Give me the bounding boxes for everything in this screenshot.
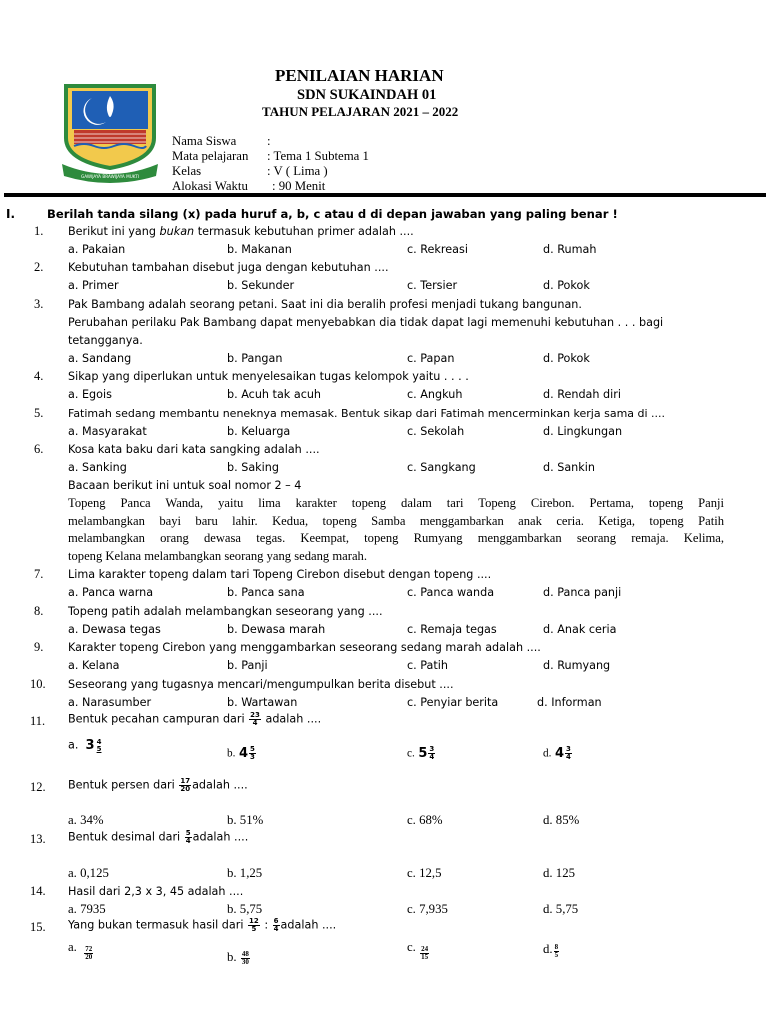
option-a[interactable]: a. Kelana <box>68 659 120 672</box>
question-number: 5. <box>34 406 44 420</box>
question-text: Yang bukan termasuk hasil dari $\frac{12}{5}$ : $\frac{6}{4}$ adalah .... <box>68 917 337 933</box>
option-a[interactable]: a. Primer <box>68 279 119 292</box>
option-b[interactable]: b. 5,75 <box>227 902 263 916</box>
option-d[interactable]: d. Lingkungan <box>543 425 623 438</box>
question-number: 4. <box>34 369 44 383</box>
question-number: 6. <box>34 442 44 456</box>
field-value-student-name: : <box>267 134 271 148</box>
option-c[interactable]: c. $\frac{24}{15}$ <box>407 940 429 961</box>
option-c[interactable]: c. Panca wanda <box>407 586 495 599</box>
question-number: 11. <box>30 714 46 728</box>
fraction: $\frac{23}{4}$ <box>250 711 260 727</box>
option-d[interactable]: d. Rendah diri <box>543 388 621 401</box>
field-value-subject: : Tema 1 Subtema 1 <box>267 149 369 163</box>
question-number: 8. <box>34 604 44 618</box>
option-b[interactable]: b. Dewasa marah <box>227 623 326 636</box>
option-a[interactable]: a. Egois <box>68 388 112 401</box>
field-label-subject: Mata pelajaran <box>172 149 249 163</box>
question-text: Sikap yang diperlukan untuk menyelesaikan tugas kelompok yaitu . . . . <box>68 370 469 383</box>
option-d[interactable]: d. Rumyang <box>543 659 611 672</box>
option-b[interactable]: b. Acuh tak acuh <box>227 388 322 401</box>
option-b[interactable]: b. Makanan <box>227 243 292 256</box>
question-text: Kebutuhan tambahan disebut juga dengan kebutuhan .... <box>68 261 389 274</box>
option-a[interactable]: a. Panca warna <box>68 586 154 599</box>
fraction: $\frac{6}{4}$ <box>273 917 279 933</box>
logo-motto: GAWIJAYA BRAWIJAYA MUKTI <box>80 174 140 179</box>
option-c[interactable]: c. 68% <box>407 813 443 827</box>
question-number: 1. <box>34 224 44 238</box>
option-a[interactable]: a. $\frac{72}{20}$ <box>68 940 93 961</box>
option-d[interactable]: d. Rumah <box>543 243 597 256</box>
page-title: PENILAIAN HARIAN <box>275 66 444 85</box>
section-number: I. <box>6 207 16 221</box>
field-value-time: : 90 Menit <box>272 179 326 193</box>
option-d[interactable]: d. 5,75 <box>543 902 579 916</box>
academic-year: TAHUN PELAJARAN 2021 – 2022 <box>262 104 459 119</box>
question-number: 7. <box>34 567 44 581</box>
question-number: 3. <box>34 297 44 311</box>
option-b[interactable]: b. Panji <box>227 659 268 672</box>
question-number: 14. <box>30 884 46 898</box>
question-text: Bentuk pecahan campuran dari $\frac{23}{4}$ adalah .... <box>68 711 322 727</box>
option-c[interactable]: c. Penyiar berita <box>407 696 499 709</box>
option-a[interactable]: a. 0,125 <box>68 866 109 880</box>
option-d[interactable]: d. Anak ceria <box>543 623 617 636</box>
section-instruction: Berilah tanda silang (x) pada huruf a, b, c atau d di depan jawaban yang paling benar ! <box>47 207 618 221</box>
question-number: 12. <box>30 780 46 794</box>
option-a[interactable]: a. Pakaian <box>68 243 126 256</box>
reading-line: Topeng Panca Wanda, yaitu lima karakter topeng dalam tari Topeng Cirebon. Pertama, topeng Panji <box>68 496 724 510</box>
question-text: Karakter topeng Cirebon yang menggambarkan seseorang sedang marah adalah .... <box>68 641 541 654</box>
header-divider <box>4 193 766 197</box>
question-text: Berikut ini yang bukan termasuk kebutuhan primer adalah .... <box>68 225 414 238</box>
school-logo <box>60 80 160 190</box>
question-text-line: tetangganya. <box>68 334 143 347</box>
question-number: 9. <box>34 640 44 654</box>
question-text: Seseorang yang tugasnya mencari/mengumpulkan berita disebut .... <box>68 678 454 691</box>
fraction: $\frac{5}{4}$ <box>185 829 191 845</box>
option-b[interactable]: b. Wartawan <box>227 696 298 709</box>
option-d[interactable]: d. Informan <box>537 696 602 709</box>
option-b[interactable]: b. Panca sana <box>227 586 305 599</box>
question-text-line: Perubahan perilaku Pak Bambang dapat menyebabkan dia tidak dapat lagi memenuhi kebutuhan . . . bagi <box>68 316 664 329</box>
reading-line: melambangkan orang dewasa tegas. Keempat, topeng Rumyang menggambarkan seorang remaja. Kelima, <box>68 531 724 545</box>
option-a[interactable]: a. Sandang <box>68 352 132 365</box>
reading-passage <box>68 495 724 565</box>
reading-line: melambangkan bayi baru lahir. Kedua, topeng Samba menggambarkan anak ceria. Ketiga, topeng Patih <box>68 513 724 528</box>
fraction: $\frac{17}{20}$ <box>180 777 191 793</box>
option-a[interactable]: a. Sanking <box>68 461 127 474</box>
option-b[interactable]: b. 4 $\frac{5}{3}$ <box>227 745 255 761</box>
question-text-line: Pak Bambang adalah seorang petani. Saat ini dia beralih profesi menjadi tukang bangunan. <box>68 298 582 311</box>
question-number: 2. <box>34 260 44 274</box>
school-name: SDN SUKAINDAH 01 <box>297 87 437 103</box>
option-a[interactable]: a. Narasumber <box>68 696 152 709</box>
question-text: Fatimah sedang membantu neneknya memasak. Bentuk sikap dari Fatimah mencerminkan kerja sama di .... <box>68 407 666 420</box>
question-text: Kosa kata baku dari kata sangking adalah .... <box>68 443 320 456</box>
fraction: $\frac{12}{5}$ <box>249 917 259 933</box>
option-a[interactable]: a. Dewasa tegas <box>68 623 161 636</box>
option-c[interactable]: c. Patih <box>407 659 448 672</box>
question-text: Bentuk desimal dari $\frac{5}{4}$ adalah .... <box>68 829 249 845</box>
option-a[interactable]: a. 3 4 5 <box>68 737 102 753</box>
option-d[interactable]: d. Pokok <box>543 352 590 365</box>
field-value-class: : V ( Lima ) <box>267 164 328 178</box>
field-label-class: Kelas <box>172 164 202 178</box>
question-text: Lima karakter topeng dalam tari Topeng Cirebon disebut dengan topeng .... <box>68 568 492 581</box>
option-c[interactable]: c. Rekreasi <box>407 243 468 256</box>
option-c[interactable]: c. 7,935 <box>407 902 448 916</box>
option-a[interactable]: a. Masyarakat <box>68 425 147 438</box>
question-text: Hasil dari 2,3 x 3, 45 adalah .... <box>68 885 244 898</box>
field-label-time: Alokasi Waktu <box>172 179 248 193</box>
option-c[interactable]: c. Angkuh <box>407 388 463 401</box>
option-c[interactable]: c. Papan <box>407 352 455 365</box>
field-label-student-name: Nama Siswa <box>172 134 237 148</box>
option-d[interactable]: d. $\frac{8}{5}$ <box>543 942 559 959</box>
option-a[interactable]: a. 34% <box>68 813 104 827</box>
question-number: 10. <box>30 677 46 691</box>
option-b[interactable]: b. Keluarga <box>227 425 291 438</box>
option-c[interactable]: c. Tersier <box>407 279 458 292</box>
option-d[interactable]: d. 85% <box>543 813 580 827</box>
option-c[interactable]: c. 5 $\frac{3}{4}$ <box>407 745 435 761</box>
option-c[interactable]: c. Sekolah <box>407 425 465 438</box>
reading-line: topeng Kelana melambangkan seorang yang sedang marah. <box>68 548 367 563</box>
option-c[interactable]: c. 12,5 <box>407 866 442 880</box>
question-number: 15. <box>30 920 46 934</box>
option-b[interactable]: b. Sekunder <box>227 279 295 292</box>
option-b[interactable]: b. Saking <box>227 461 279 474</box>
option-d[interactable]: d. Panca panji <box>543 586 622 599</box>
question-number: 13. <box>30 832 46 846</box>
reading-intro: Bacaan berikut ini untuk soal nomor 2 – 4 <box>68 479 302 492</box>
option-c[interactable]: c. Remaja tegas <box>407 623 497 636</box>
option-a[interactable]: a. 7935 <box>68 902 106 916</box>
option-c[interactable]: c. Sangkang <box>407 461 476 474</box>
option-b[interactable]: b. $\frac{48}{30}$ <box>227 949 249 966</box>
question-text: Bentuk persen dari $\frac{17}{20}$ adalah .... <box>68 777 248 793</box>
question-text: Topeng patih adalah melambangkan seseorang yang .... <box>68 605 383 618</box>
option-b[interactable]: b. 1,25 <box>227 866 263 880</box>
option-b[interactable]: b. 51% <box>227 813 264 827</box>
option-b[interactable]: b. Pangan <box>227 352 283 365</box>
option-d[interactable]: d. Sankin <box>543 461 595 474</box>
option-d[interactable]: d. 4 $\frac{3}{4}$ <box>543 745 571 761</box>
option-d[interactable]: d. Pokok <box>543 279 590 292</box>
option-d[interactable]: d. 125 <box>543 866 575 880</box>
